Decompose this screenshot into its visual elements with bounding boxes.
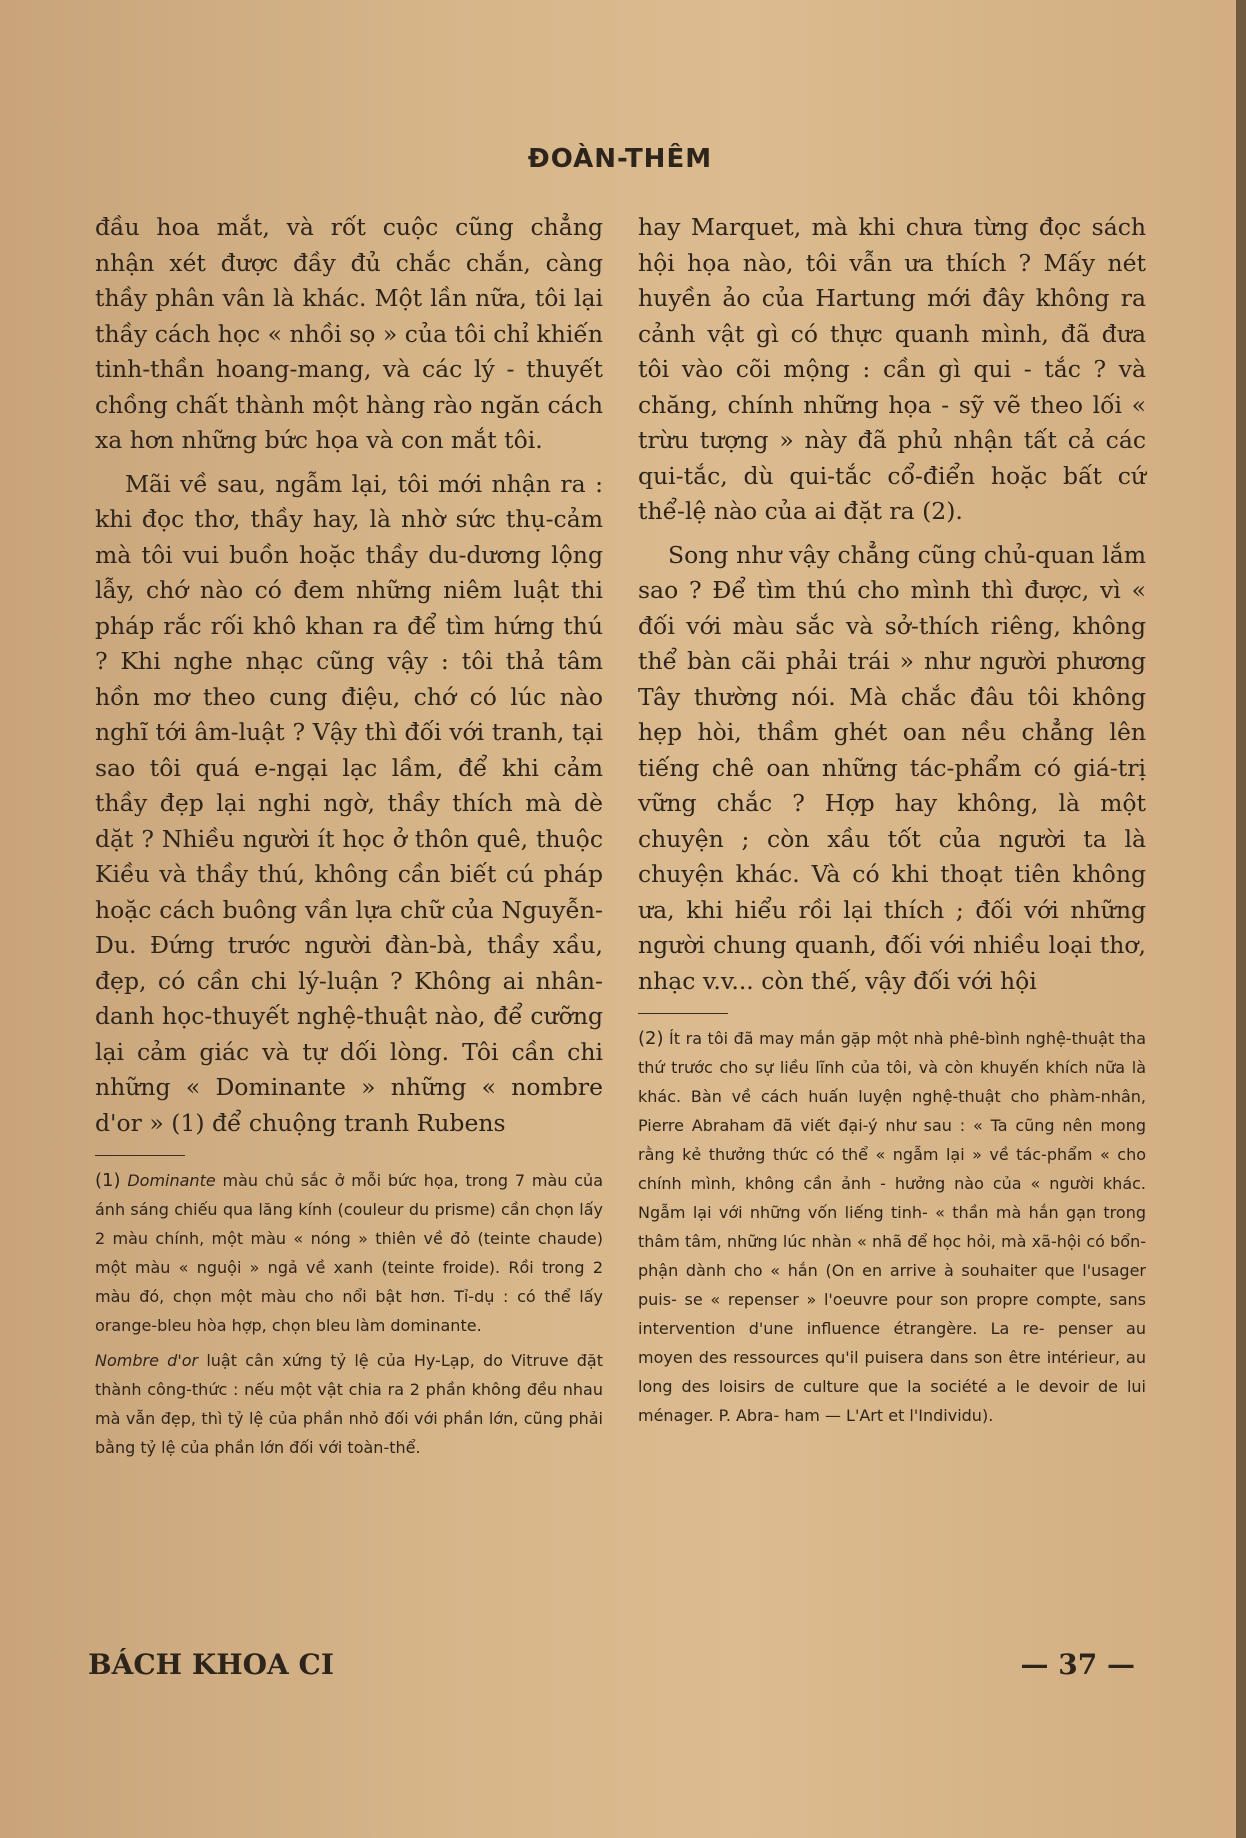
footnote-text: màu chủ sắc ở mỗi bức họa, trong 7 màu của ánh sáng chiếu qua lăng kính (couleur du prisme) cần chọn lấy 2 màu chính, một màu « nóng » thiên về đỏ (teinte chaude) một màu « nguội » ngả về xanh (teinte froide). Rồi trong 2 màu đó, chọn một màu cho nổi bật hơn. Tỉ-dụ : có thể lấy orange-bleu hòa hợp, chọn bleu làm dominante. (95, 1171, 603, 1335)
page-number: — 37 — (1020, 1648, 1135, 1681)
publication-name: BÁCH KHOA CI (88, 1648, 334, 1681)
paragraph: Song như vậy chẳng cũng chủ-quan lắm sao ? Để tìm thú cho mình thì được, vì « đối với màu sắc và sở-thích riêng, không thể bàn cãi phải trái » như người phương Tây thường nói. Mà chắc đâu tôi không hẹp hòi, thầm ghét oan nều chẳng lên tiếng chê oan những tác-phẩm có giá-trị vững chắc ? Hợp hay không, là một chuyện ; còn xầu tốt của người ta là chuyện khác. Và có khi thoạt tiên không ưa, khi hiểu rồi lại thích ; đối với những người chung quanh, đối với nhiều loại thơ, nhạc v.v... còn thế, vậy đối với hội (638, 540, 1146, 995)
footnote-divider (95, 1155, 185, 1156)
footnote-term: Dominante (127, 1171, 216, 1190)
footnote-term: Nombre d'or (95, 1351, 199, 1370)
footnote-text: luật cân xứng tỷ lệ của Hy-Lạp, do Vitruve đặt thành công-thức : nếu một vật chia ra 2 phần không đều nhau mà vẫn đẹp, thì tỷ lệ của phần nhỏ đối với phần lớn, cũng phải bằng tỷ lệ của phần lớn đối với toàn-thể. (95, 1351, 604, 1457)
paragraph: hay Marquet, mà khi chưa từng đọc sách hội họa nào, tôi vẫn ưa thích ? Mấy nét huyền ảo của Hartung mới đây không ra cảnh vật gì có thực quanh mình, đã đưa tôi vào cõi mộng : cần gì qui - tắc ? và chăng, chính những họa - sỹ vẽ theo lối « trừu tượng » này đã phủ nhận tất cả các qui-tắc, dù qui-tắc cổ-điển hoặc bất cứ thể-lệ nào của ai đặt ra (2). (638, 213, 1146, 525)
right-column (638, 210, 1146, 1430)
footnote-1 (95, 1166, 603, 1462)
footnote-mark: (1) (95, 1170, 121, 1191)
left-column (95, 210, 603, 1462)
paragraph: đầu hoa mắt, và rốt cuộc cũng chẳng nhận xét được đầy đủ chắc chắn, càng thầy phân vân là khác. Một lần nữa, tôi lại thầy cách học « nhồi sọ » của tôi chỉ khiến tinh-thần hoang-mang, và các lý - thuyết chồng chất thành một hàng rào ngăn cách xa hơn những bức họa và con mắt tôi. (95, 213, 603, 454)
footnote-mark: (2) (638, 1028, 664, 1049)
footnote-2 (638, 1024, 1146, 1430)
footnote-text: Ít ra tôi đã may mắn gặp một nhà phê-bình nghệ-thuật tha thứ trước cho sự liều lĩnh của tôi, và còn khuyến khích nữa là khác. Bàn về cách huấn luyện nghệ-thuật cho phàm-nhân, Pierre Abraham đã viết đại-ý như sau : « Ta cũng nên mong rằng kẻ thưởng thức có thể « ngẫm lại » về tác-phẩm « cho chính mình, không cần ảnh - hưởng nào của « người khác. Ngẫm lại với những vốn liếng tinh- « thần mà hắn gạn trong thâm tâm, những lúc nhàn « nhã để học hỏi, mà xã-hội có bổn-phận dành cho « hắn (On en arrive à souhaiter que l'usager puis- se « repenser » l'oeuvre pour son propre compte, sans intervention d'une influence étrangère. La re- penser au moyen des ressources qu'il puisera dans son être intérieur, au long des loisirs de culture que la société a le devoir de lui ménager. P. Abra- ham — L'Art et l'Individu). (638, 1029, 1146, 1425)
running-title: ĐOÀN-THÊM (527, 144, 713, 174)
footnote-divider (638, 1013, 728, 1014)
paragraph: Mãi về sau, ngẫm lại, tôi mới nhận ra : khi đọc thơ, thầy hay, là nhờ sức thụ-cảm mà tôi vui buồn hoặc thầy du-dương lộng lẫy, chớ nào có đem những niêm luật thi pháp rắc rối khô khan ra để tìm hứng thú ? Khi nghe nhạc cũng vậy : tôi thả tâm hồn mơ theo cung điệu, chớ có lúc nào nghĩ tới âm-luật ? Vậy thì đối với tranh, tại sao tôi quá e-ngại lạc lầm, để khi cảm thầy đẹp lại nghi ngờ, thầy thích mà dè dặt ? Nhiều người ít học ở thôn quê, thuộc Kiều và thầy thú, không cần biết cú pháp hoặc cách buông vần lựa chữ của Nguyễn-Du. Đứng trước người đàn-bà, thầy xầu, đẹp, có cần chi lý-luận ? Không ai nhân-danh học-thuyết nghệ-thuật nào, để cưỡng lại cảm giác và tự dối lòng. Tôi cần chi những « Dominante » những « nombre d'or » (1) để chuộng tranh Rubens (95, 469, 603, 1137)
